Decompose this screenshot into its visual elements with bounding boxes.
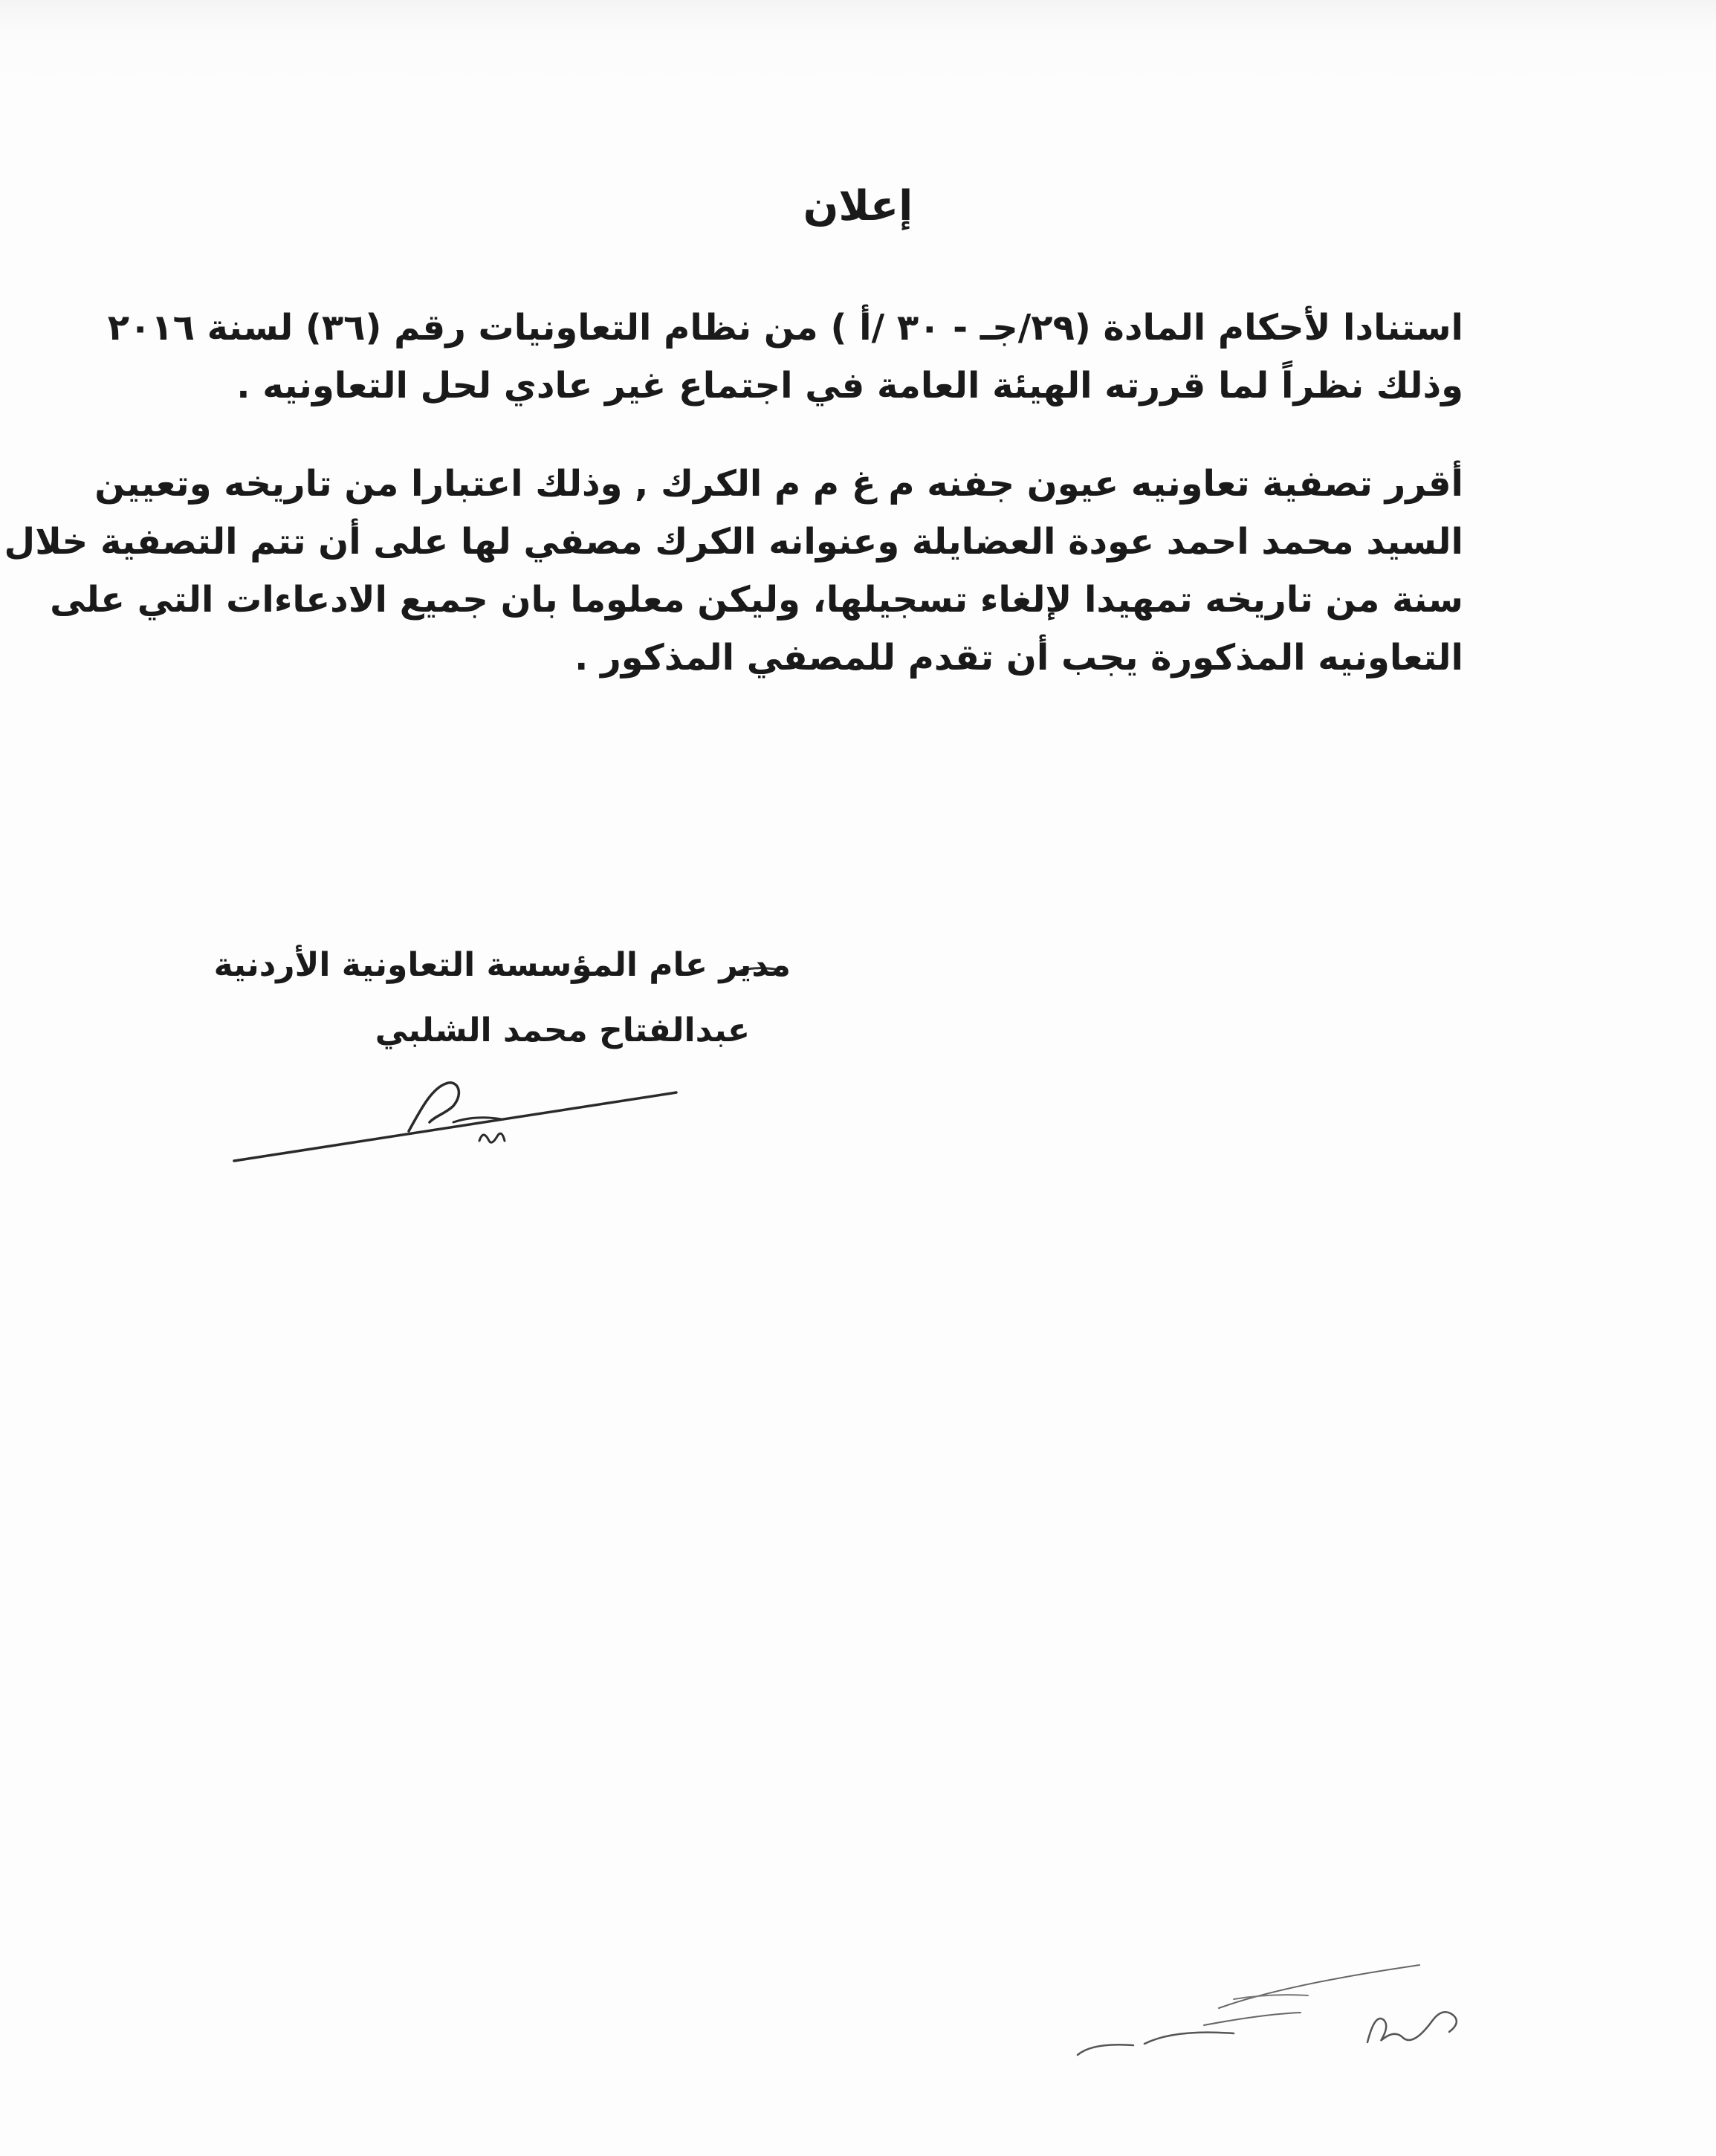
signatory-position: مدير عام المؤسسة التعاونية الأردنية [213, 946, 791, 984]
paragraph-line: سنة من تاريخه تمهيدا لإلغاء تسجيلها، وليكن معلوما بان جميع الادعاءات التي على [50, 579, 1463, 621]
paragraph-line: التعاونيه المذكورة يجب أن تقدم للمصفي المذكور . [574, 637, 1463, 679]
paragraph-line: استنادا لأحكام المادة (٢٩/جـ - ٣٠ /أ ) من نظام التعاونيات رقم (٣٦) لسنة ٢٠١٦ [107, 307, 1463, 349]
paragraph-legal-basis [107, 299, 1463, 415]
document-title: إعلان [803, 182, 913, 230]
paragraph-line: أقرر تصفية تعاونيه عيون جفنه م غ م م الكرك , وذلك اعتبارا من تاريخه وتعيين [94, 463, 1463, 505]
handwritten-initials [1063, 1955, 1509, 2074]
handwritten-signature [230, 1070, 691, 1182]
paragraph-line: السيد محمد احمد عودة العضايلة وعنوانه الكرك مصفي لها على أن تتم التصفية خلال [4, 521, 1463, 563]
paragraph-liquidation-decision [4, 455, 1463, 687]
paragraph-line: وذلك نظراً لما قررته الهيئة العامة في اجتماع غير عادي لحل التعاونيه . [236, 365, 1463, 407]
signatory-name: عبدالفتاح محمد الشلبي [375, 1011, 750, 1049]
signatory-block [214, 933, 791, 1064]
